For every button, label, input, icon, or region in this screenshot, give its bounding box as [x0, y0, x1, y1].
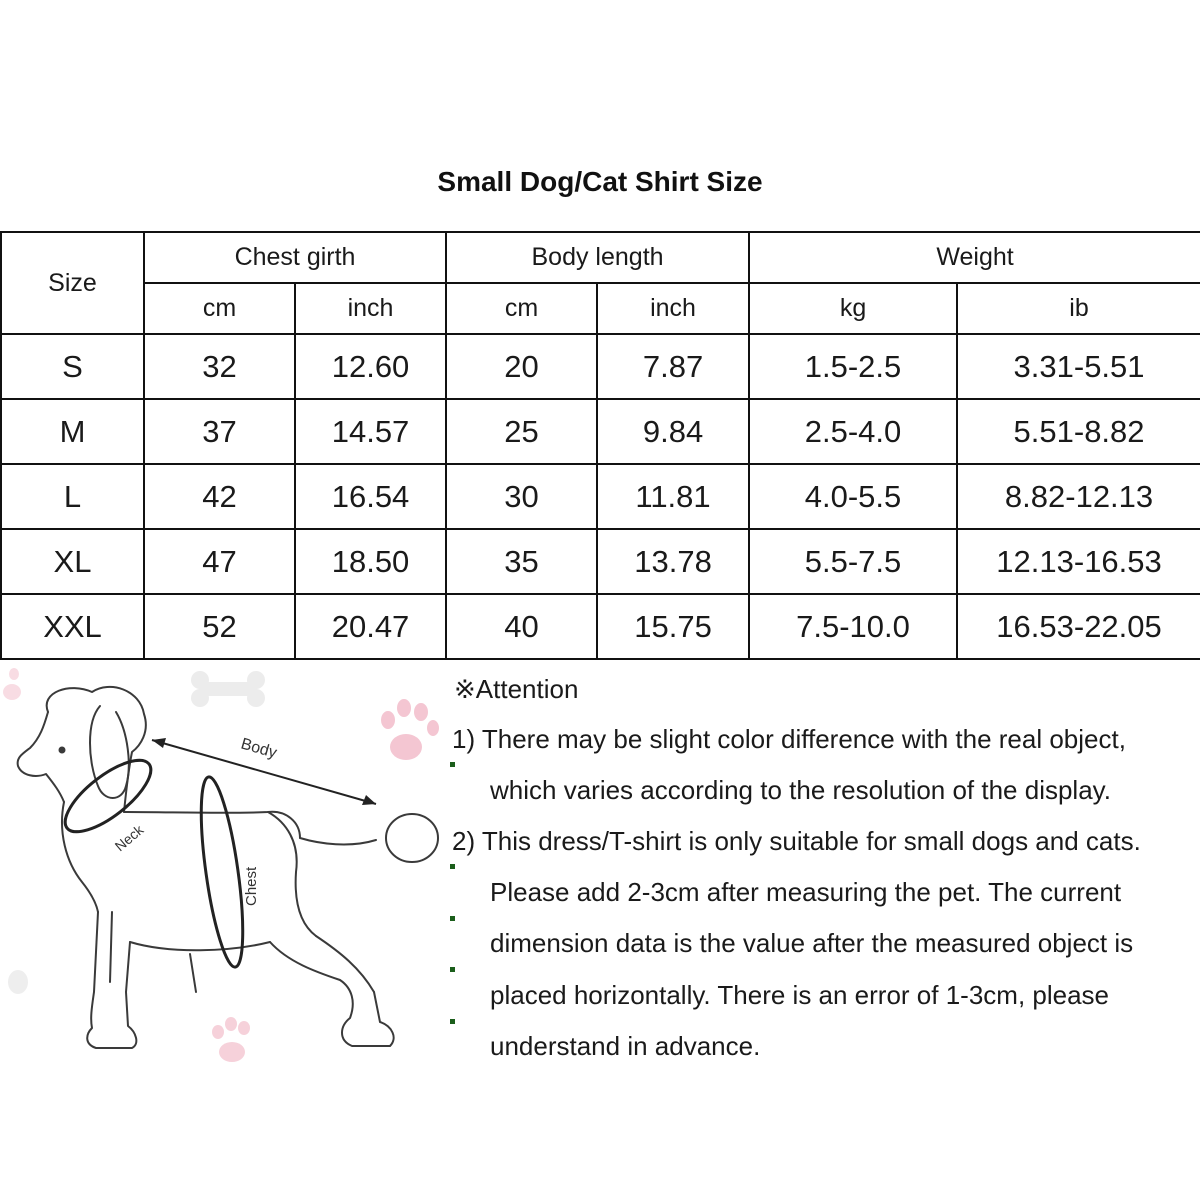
note-line: Please add 2-3cm after measuring the pet. The current: [490, 877, 1122, 907]
table-cell: 2.5-4.0: [749, 399, 957, 464]
table-cell: 12.13-16.53: [957, 529, 1200, 594]
size-cell: M: [1, 399, 144, 464]
table-cell: 40: [446, 594, 597, 659]
table-cell: 3.31-5.51: [957, 334, 1200, 399]
table-cell: 52: [144, 594, 295, 659]
unit-header: inch: [597, 283, 749, 334]
chest-girth-header: Chest girth: [144, 232, 446, 283]
table-cell: 32: [144, 334, 295, 399]
bullet-mark: [450, 967, 455, 972]
table-cell: 5.5-7.5: [749, 529, 957, 594]
table-cell: 35: [446, 529, 597, 594]
table-cell: 47: [144, 529, 295, 594]
table-cell: 37: [144, 399, 295, 464]
table-row: [1, 529, 1200, 594]
table-cell: 7.5-10.0: [749, 594, 957, 659]
table-cell: 5.51-8.82: [957, 399, 1200, 464]
body-label: Body: [238, 735, 279, 762]
dog-outline: [18, 687, 438, 1048]
table-cell: 1.5-2.5: [749, 334, 957, 399]
paw-print-icon: [3, 668, 21, 700]
table-cell: 7.87: [597, 334, 749, 399]
table-cell: 16.54: [295, 464, 446, 529]
table-cell: 12.60: [295, 334, 446, 399]
table-header-row: [1, 232, 1200, 283]
bullet-mark: [450, 762, 455, 767]
table-cell: 30: [446, 464, 597, 529]
unit-header: cm: [144, 283, 295, 334]
size-cell: S: [1, 334, 144, 399]
table-cell: 4.0-5.5: [749, 464, 957, 529]
neck-label: Neck: [111, 821, 147, 855]
paw-print-icon: [212, 1017, 250, 1062]
unit-header: ib: [957, 283, 1200, 334]
note-line: dimension data is the value after the measured object is: [490, 928, 1134, 958]
note-line: which varies according to the resolution of the display.: [490, 775, 1111, 805]
table-cell: 16.53-22.05: [957, 594, 1200, 659]
table-cell: 13.78: [597, 529, 749, 594]
table-cell: 18.50: [295, 529, 446, 594]
table-cell: 8.82-12.13: [957, 464, 1200, 529]
attention-heading: ※Attention: [454, 674, 579, 704]
bone-icon: [191, 671, 265, 707]
size-table: [0, 231, 1200, 660]
note-line: 2) This dress/T-shirt is only suitable for small dogs and cats.: [452, 826, 1141, 856]
table-row: [1, 399, 1200, 464]
size-cell: XXL: [1, 594, 144, 659]
unit-header: cm: [446, 283, 597, 334]
table-cell: 42: [144, 464, 295, 529]
table-cell: 15.75: [597, 594, 749, 659]
page-title: Small Dog/Cat Shirt Size: [437, 166, 763, 197]
bullet-mark: [450, 864, 455, 869]
chest-label: Chest: [243, 866, 260, 906]
size-cell: XL: [1, 529, 144, 594]
paw-print-icon: [8, 970, 28, 994]
table-row: [1, 334, 1200, 399]
table-cell: 11.81: [597, 464, 749, 529]
weight-header: Weight: [749, 232, 1200, 283]
table-cell: 9.84: [597, 399, 749, 464]
bullet-mark: [450, 1019, 455, 1024]
table-cell: 14.57: [295, 399, 446, 464]
table-row: [1, 464, 1200, 529]
table-cell: 25: [446, 399, 597, 464]
bullet-mark: [450, 916, 455, 921]
note-line: placed horizontally. There is an error of 1-3cm, please: [490, 980, 1110, 1010]
size-header: Size: [1, 232, 144, 334]
table-cell: 20: [446, 334, 597, 399]
paw-print-icon: [381, 699, 439, 760]
table-cell: 20.47: [295, 594, 446, 659]
size-cell: L: [1, 464, 144, 529]
table-unit-row: [1, 283, 1200, 334]
table-row: [1, 594, 1200, 659]
dog-measurement-illustration: [0, 662, 450, 1082]
body-length-header: Body length: [446, 232, 749, 283]
note-line: understand in advance.: [490, 1031, 761, 1061]
unit-header: inch: [295, 283, 446, 334]
unit-header: kg: [749, 283, 957, 334]
neck-ring: [55, 748, 162, 844]
measurement-lines: [55, 740, 376, 969]
note-line: 1) There may be slight color difference with the real object,: [452, 724, 1126, 754]
